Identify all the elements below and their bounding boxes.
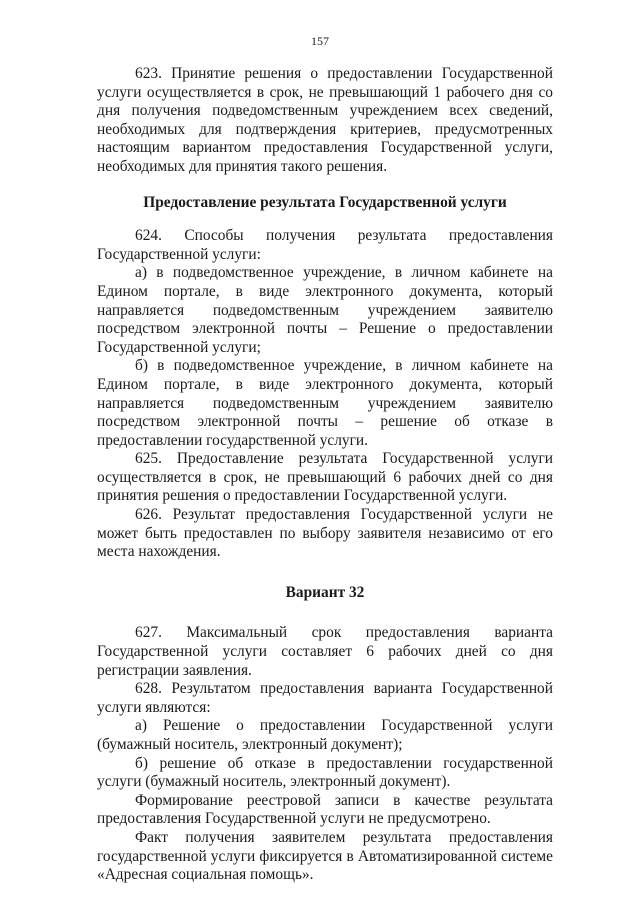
document-body	[97, 65, 553, 885]
paragraph-624: 624. Способы получения результата предоставления Государственной услуги:	[97, 227, 553, 263]
paragraph-fact: Факт получения заявителем результата предоставления государственной услуги фиксируется в Автоматизированной системе «Адресная социальная помощь».	[97, 828, 553, 884]
paragraph-628-b: б) решение об отказе в предоставлении государственной услуги (бумажный носитель, электронный документ).	[97, 754, 553, 791]
paragraph-627: 627. Максимальный срок предоставления варианта Государственной услуги составляет 6 рабочих дней со дня регистрации заявления.	[97, 624, 553, 679]
page-number: 157	[311, 34, 329, 48]
paragraph-623: 623. Принятие решения о предоставлении Государственной услуги осуществляется в срок, не превышающий 1 рабочего дня со дня получения подведомственным учреждением всех сведений, необходимых для подтверждения критериев, предусмотренных настоящим вариантом предоставления Государственной услуги, необходимых для принятия такого решения.	[97, 65, 553, 175]
paragraph-624-a: а) в подведомственное учреждение, в личном кабинете на Едином портале, в виде электронного документа, который направляется подведомственным учреждением заявителю посредством электронной почты – Решение о предоставлении Государственной услуги;	[97, 264, 553, 356]
paragraph-625: 625. Предоставление результата Государственной услуги осуществляется в срок, не превышающий 6 рабочих дней со дня принятия решения о предоставлении Государственной услуги.	[97, 450, 553, 505]
paragraph-624-b: б) в подведомственное учреждение, в личном кабинете на Едином портале, в виде электронного документа, который направляется подведомственным учреждением заявителю посредством электронной почты – решение об отказе в предоставлении государственной услуги.	[97, 357, 553, 449]
paragraph-628: 628. Результатом предоставления варианта Государственной услуги являются:	[97, 680, 553, 716]
section-heading-variant: Вариант 32	[285, 583, 365, 601]
paragraph-626: 626. Результат предоставления Государственной услуги не может быть предоставлен по выбору заявителя независимо от его места нахождения.	[97, 506, 553, 561]
paragraph-628-a: а) Решение о предоставлении Государственной услуги (бумажный носитель, электронный документ);	[97, 717, 553, 753]
paragraph-registry: Формирование реестровой записи в качестве результата предоставления Государственной услуги не предусмотрено.	[97, 791, 553, 828]
section-heading-result: Предоставление результата Государственной услуги	[143, 193, 507, 211]
